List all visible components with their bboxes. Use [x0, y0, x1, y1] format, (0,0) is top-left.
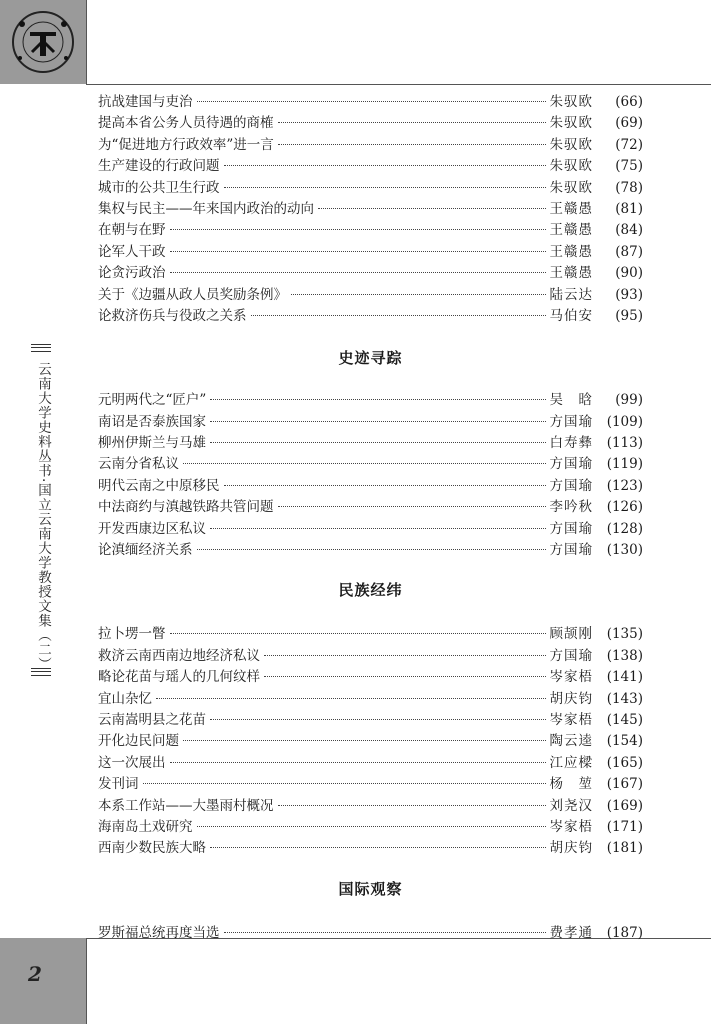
entry-author: 方国瑜 [549, 647, 593, 664]
entry-title: 论救济伤兵与役政之关系 [98, 307, 247, 324]
entry-page: (113) [606, 435, 643, 452]
top-vertical-rule [86, 0, 87, 84]
entry-title: 开化边民问题 [98, 733, 179, 750]
entry-author: 顾颉刚 [549, 626, 593, 643]
entry-author: 方国瑜 [549, 477, 593, 494]
dot-leader [251, 315, 546, 316]
dot-leader [224, 187, 546, 188]
section-title: 民族经纬 [338, 581, 403, 600]
entry-title: 罗斯福总统再度当选 [98, 924, 220, 941]
entry-page: (109) [606, 413, 643, 430]
toc-entry [98, 687, 643, 708]
dot-leader [197, 101, 546, 102]
toc-entry [98, 836, 643, 857]
university-seal-logo [8, 8, 78, 76]
toc-entry [98, 772, 643, 793]
entry-title: 城市的公共卫生行政 [98, 179, 220, 196]
dot-leader [143, 783, 546, 784]
entry-author: 岑家梧 [549, 711, 593, 728]
entry-page: (95) [615, 307, 643, 324]
toc-entry [98, 517, 643, 538]
entry-author: 方国瑜 [549, 542, 593, 559]
entry-author: 方国瑜 [549, 413, 593, 430]
toc-entry [98, 665, 643, 686]
entry-author: 吴 晗 [549, 392, 593, 409]
dot-leader [278, 506, 546, 507]
entry-title: 西南少数民族大略 [98, 840, 206, 857]
toc-entry [98, 794, 643, 815]
toc-entry [98, 176, 643, 197]
dot-leader [170, 251, 546, 252]
toc-section [98, 347, 643, 559]
top-rule [86, 84, 711, 85]
entry-author: 白寿彝 [549, 435, 593, 452]
entry-title: 为“促进地方行政效率”进一言 [98, 136, 274, 153]
entry-page: (72) [615, 136, 643, 153]
entry-author: 李吟秋 [549, 499, 593, 516]
entry-page: (78) [615, 179, 643, 196]
entry-page: (126) [606, 499, 643, 516]
entry-page: (154) [606, 733, 643, 750]
entry-author: 王赣愚 [549, 222, 593, 239]
toc-entry [98, 283, 643, 304]
entry-page: (167) [606, 776, 643, 793]
entry-author: 朱驭欧 [549, 136, 593, 153]
entry-title: 柳州伊斯兰与马雄 [98, 435, 206, 452]
toc-entry [98, 218, 643, 239]
entry-title: 云南嵩明县之花苗 [98, 711, 206, 728]
section-title: 史迹寻踪 [338, 349, 403, 368]
toc-entry [98, 111, 643, 132]
entry-page: (145) [606, 711, 643, 728]
entry-title: 在朝与在野 [98, 222, 166, 239]
toc-entry [98, 197, 643, 218]
entry-page: (99) [615, 392, 643, 409]
dot-leader [318, 208, 546, 209]
entry-page: (69) [615, 115, 643, 132]
entry-title: 元明两代之“匠户” [98, 392, 207, 409]
toc-entry [98, 538, 643, 559]
bottom-left-corner-block [0, 938, 86, 1024]
toc-entry [98, 751, 643, 772]
dot-leader [210, 847, 546, 848]
toc-entry [98, 495, 643, 516]
entry-page: (135) [606, 626, 643, 643]
entry-author: 胡庆钧 [549, 690, 593, 707]
entry-page: (130) [606, 542, 643, 559]
dot-leader [210, 399, 545, 400]
dot-leader [224, 165, 546, 166]
entry-page: (143) [606, 690, 643, 707]
entry-title: 宜山杂忆 [98, 690, 152, 707]
entry-page: (181) [606, 840, 643, 857]
entry-title: 这一次展出 [98, 754, 166, 771]
toc-entry [98, 304, 643, 325]
side-title-bottom-bar [31, 668, 51, 676]
toc-entry [98, 474, 643, 495]
toc-entry [98, 240, 643, 261]
entry-author: 方国瑜 [549, 456, 593, 473]
entry-title: 略论花苗与瑶人的几何纹样 [98, 669, 260, 686]
toc-entry [98, 431, 643, 452]
toc-entry [98, 90, 643, 111]
dot-leader [224, 485, 546, 486]
entry-author: 胡庆钧 [549, 840, 593, 857]
entry-page: (93) [615, 286, 643, 303]
dot-leader [264, 655, 546, 656]
entry-author: 王赣愚 [549, 200, 593, 217]
dot-leader [264, 676, 546, 677]
entry-title: 抗战建国与吏治 [98, 94, 193, 110]
side-title-top-bar [31, 344, 51, 352]
toc-entry [98, 133, 643, 154]
entry-author: 费孝通 [549, 924, 593, 941]
entry-page: (128) [606, 520, 643, 537]
entry-author: 陆云达 [549, 286, 593, 303]
toc-entry [98, 921, 643, 942]
toc-entry [98, 452, 643, 473]
dot-leader [278, 144, 546, 145]
dot-leader [210, 421, 546, 422]
entry-author: 方国瑜 [549, 520, 593, 537]
dot-leader [156, 698, 546, 699]
entry-page: (66) [615, 94, 643, 110]
table-of-contents [98, 90, 643, 942]
entry-page: (87) [615, 243, 643, 260]
entry-page: (81) [615, 200, 643, 217]
entry-author: 朱驭欧 [549, 94, 593, 110]
dot-leader [170, 633, 546, 634]
toc-entry [98, 388, 643, 409]
page-number: 2 [28, 962, 42, 986]
dot-leader [224, 932, 546, 933]
entry-author: 王赣愚 [549, 243, 593, 260]
entry-title: 论滇缅经济关系 [98, 542, 193, 559]
entry-page: (138) [606, 647, 643, 664]
dot-leader [210, 719, 546, 720]
dot-leader [197, 549, 546, 550]
toc-entry [98, 815, 643, 836]
entry-title: 救济云南西南边地经济私议 [98, 647, 260, 664]
entry-title: 关于《边疆从政人员奖励条例》 [98, 286, 287, 303]
entry-author: 岑家梧 [549, 669, 593, 686]
entry-page: (90) [615, 265, 643, 282]
entry-author: 杨 堃 [549, 776, 593, 793]
dot-leader [210, 528, 546, 529]
dot-leader [170, 229, 546, 230]
entry-title: 明代云南之中原移民 [98, 477, 220, 494]
toc-section [98, 878, 643, 942]
entry-page: (75) [615, 158, 643, 175]
dot-leader [278, 805, 546, 806]
entry-title: 中法商约与滇越铁路共管问题 [98, 499, 274, 516]
entry-author: 陶云逵 [549, 733, 593, 750]
entry-author: 朱驭欧 [549, 179, 593, 196]
entry-page: (123) [606, 477, 643, 494]
dot-leader [183, 463, 546, 464]
section-title: 国际观察 [338, 879, 403, 898]
bottom-vertical-rule [86, 938, 87, 1024]
entry-author: 岑家梧 [549, 818, 593, 835]
entry-title: 论军人干政 [98, 243, 166, 260]
toc-entry [98, 410, 643, 431]
entry-author: 王赣愚 [549, 265, 593, 282]
entry-title: 论贪污政治 [98, 265, 166, 282]
toc-section [98, 579, 643, 857]
toc-entry [98, 644, 643, 665]
entry-title: 本系工作站——大墨雨村概况 [98, 797, 274, 814]
entry-title: 集权与民主——年来国内政治的动向 [98, 200, 314, 217]
dot-leader [291, 294, 546, 295]
entry-title: 提高本省公务人员待遇的商榷 [98, 115, 274, 132]
entry-title: 拉卜塄一瞥 [98, 626, 166, 643]
toc-section [98, 90, 643, 325]
series-side-title: 云南大学史料丛书·国立云南大学教授文集（二） [35, 362, 51, 672]
entry-page: (165) [606, 754, 643, 771]
dot-leader [197, 826, 546, 827]
entry-page: (187) [606, 924, 643, 941]
entry-author: 江应樑 [549, 754, 593, 771]
dot-leader [183, 740, 546, 741]
entry-title: 海南岛土戏研究 [98, 818, 193, 835]
entry-page: (169) [606, 797, 643, 814]
toc-entry [98, 622, 643, 643]
dot-leader [170, 272, 546, 273]
entry-page: (119) [606, 456, 643, 473]
entry-title: 云南分省私议 [98, 456, 179, 473]
entry-author: 朱驭欧 [549, 115, 593, 132]
entry-page: (84) [615, 222, 643, 239]
dot-leader [278, 122, 546, 123]
entry-title: 开发西康边区私议 [98, 520, 206, 537]
entry-title: 南诏是否泰族国家 [98, 413, 206, 430]
dot-leader [210, 442, 546, 443]
entry-author: 刘尧汉 [549, 797, 593, 814]
entry-title: 生产建设的行政问题 [98, 158, 220, 175]
entry-title: 发刊词 [98, 776, 139, 793]
entry-page: (141) [606, 669, 643, 686]
toc-entry [98, 729, 643, 750]
toc-entry [98, 261, 643, 282]
dot-leader [170, 762, 546, 763]
entry-author: 朱驭欧 [549, 158, 593, 175]
entry-page: (171) [606, 818, 643, 835]
toc-entry [98, 154, 643, 175]
entry-author: 马伯安 [549, 307, 593, 324]
toc-entry [98, 708, 643, 729]
